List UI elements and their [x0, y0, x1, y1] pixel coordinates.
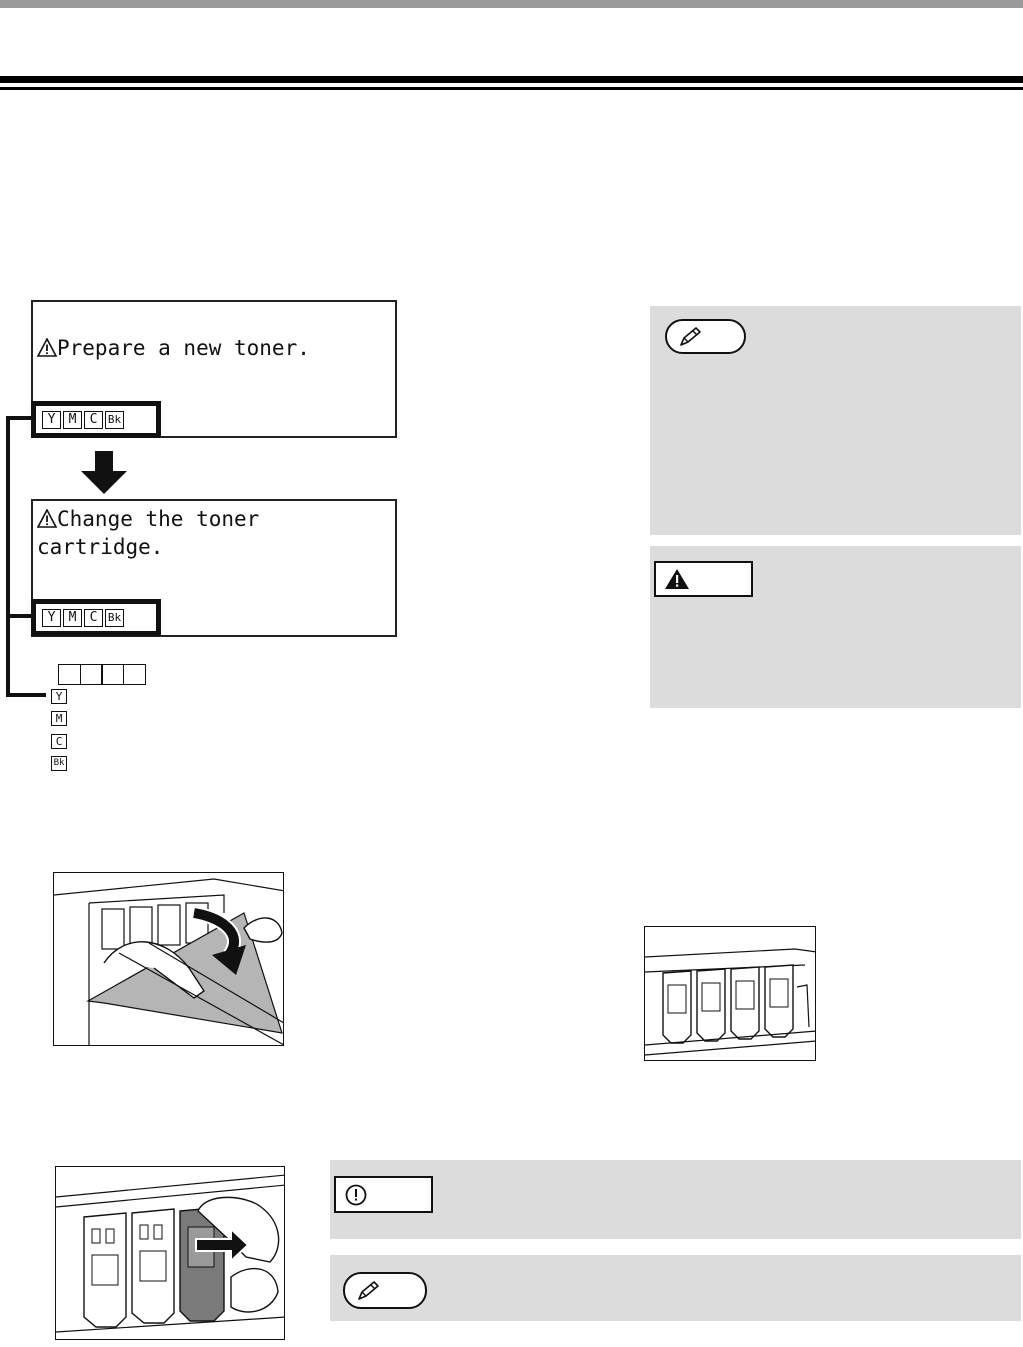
title-rule-thick: [0, 76, 1023, 83]
toner-legend-squares: [58, 664, 144, 685]
toner-key-bk: Bk: [105, 411, 124, 429]
pencil-icon: [355, 1280, 381, 1302]
callout-bracket-arm: [6, 614, 34, 618]
warning-label: [654, 561, 753, 597]
legend-key-m: M: [51, 711, 67, 726]
illustration-open-front-cover: [53, 872, 284, 1046]
illustration-remove-cartridge: [55, 1166, 285, 1340]
callout-bracket-arm: [6, 693, 46, 697]
toner-key-m: M: [63, 609, 82, 627]
callout-bracket: [6, 416, 10, 697]
down-arrow-icon: [80, 451, 128, 495]
toner-key-bk: Bk: [105, 609, 124, 627]
note-label: [665, 319, 746, 354]
warning-triangle-icon: [37, 338, 57, 357]
toner-key-y: Y: [42, 609, 61, 627]
legend-key-bk: Bk: [51, 756, 67, 771]
pencil-icon: [677, 326, 703, 348]
illustration-toner-cartridges: [644, 926, 816, 1061]
warning-triangle-icon: [37, 509, 57, 528]
toner-key-c: C: [84, 411, 103, 429]
toner-indicator-box: [31, 401, 161, 438]
header-bar: [0, 0, 1023, 8]
toner-key-m: M: [63, 411, 82, 429]
display-message: Change the toner cartridge.: [37, 507, 260, 559]
display-message: Prepare a new toner.: [57, 336, 310, 360]
legend-key-y: Y: [51, 689, 67, 704]
caution-label: [334, 1176, 433, 1213]
toner-indicator-box: [31, 599, 161, 636]
toner-key-c: C: [84, 609, 103, 627]
legend-key-c: C: [51, 734, 67, 749]
note-label: [343, 1272, 427, 1309]
caution-box: [330, 1160, 1021, 1239]
toner-key-y: Y: [42, 411, 61, 429]
note-box-bottom: [330, 1255, 1021, 1321]
callout-bracket-arm: [6, 416, 34, 420]
warning-triangle-icon: [664, 568, 690, 590]
title-rule-thin: [0, 87, 1023, 90]
exclamation-circle-icon: [344, 1183, 368, 1207]
